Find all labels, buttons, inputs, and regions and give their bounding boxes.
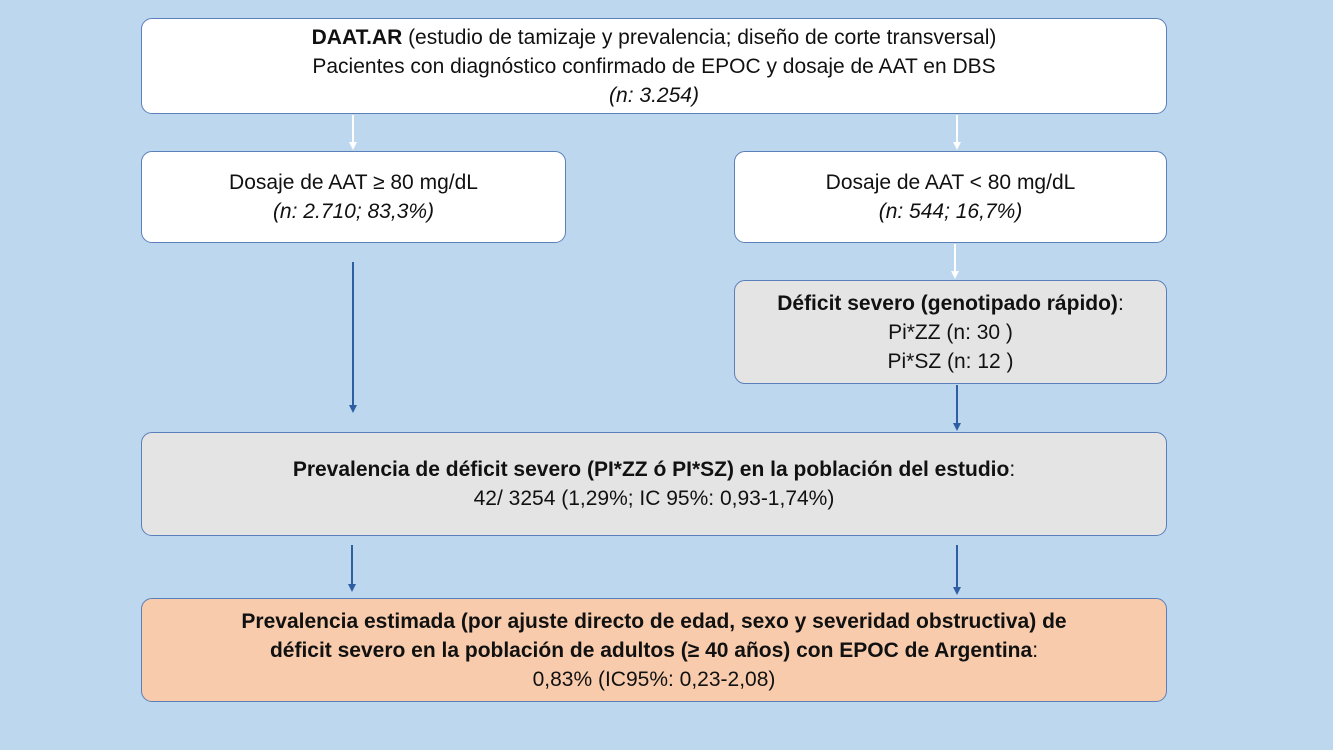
estimated-prevalence-box [141, 598, 1167, 702]
study-prevalence-value: 42/ 3254 (1,29%; IC 95%: 0,93-1,74%) [473, 487, 835, 510]
study-prevalence-title [293, 455, 1015, 484]
aat-normal-box [141, 151, 566, 243]
severe-deficit-title [777, 289, 1124, 318]
aat-normal-label: Dosaje de AAT ≥ 80 mg/dL [229, 171, 478, 194]
study-name: DAAT.AR [311, 25, 403, 49]
aat-low-label: Dosaje de AAT < 80 mg/dL [825, 171, 1076, 194]
genotype-zz: Pi*ZZ (n: 30 ) [888, 320, 1013, 344]
aat-low-n: (n: 544; 16,7%) [878, 200, 1023, 223]
study-title [312, 23, 997, 52]
study-box [141, 18, 1167, 114]
severe-deficit-title-text: Déficit severo (genotipado rápido) [777, 291, 1118, 315]
study-n: (n: 3.254) [609, 83, 699, 107]
study-prevalence-box [141, 432, 1167, 536]
study-population: Pacientes con diagnóstico confirmado de EPOC y dosaje de AAT en DBS [312, 54, 996, 78]
study-prevalence-colon: : [1009, 458, 1016, 481]
aat-normal-n: (n: 2.710; 83,3%) [272, 200, 435, 223]
severe-deficit-box [734, 280, 1167, 384]
severe-deficit-colon: : [1117, 291, 1124, 315]
estimated-prevalence-line2 [270, 636, 1038, 665]
study-prevalence-title-text: Prevalencia de déficit severo (PI*ZZ ó PI*SZ) en la población del estudio [292, 458, 1010, 481]
estimated-prevalence-line2-text: déficit severo en la población de adultos (≥ 40 años) con EPOC de Argentina [269, 638, 1033, 662]
genotype-sz: Pi*SZ (n: 12 ) [887, 349, 1014, 373]
estimated-prevalence-colon: : [1032, 638, 1039, 662]
estimated-prevalence-line1: Prevalencia estimada (por ajuste directo de edad, sexo y severidad obstructiva) de [241, 609, 1067, 633]
study-design: (estudio de tamizaje y prevalencia; diseño de corte transversal) [402, 25, 997, 49]
aat-low-box [734, 151, 1167, 243]
estimated-prevalence-value: 0,83% (IC95%: 0,23-2,08) [532, 667, 776, 691]
